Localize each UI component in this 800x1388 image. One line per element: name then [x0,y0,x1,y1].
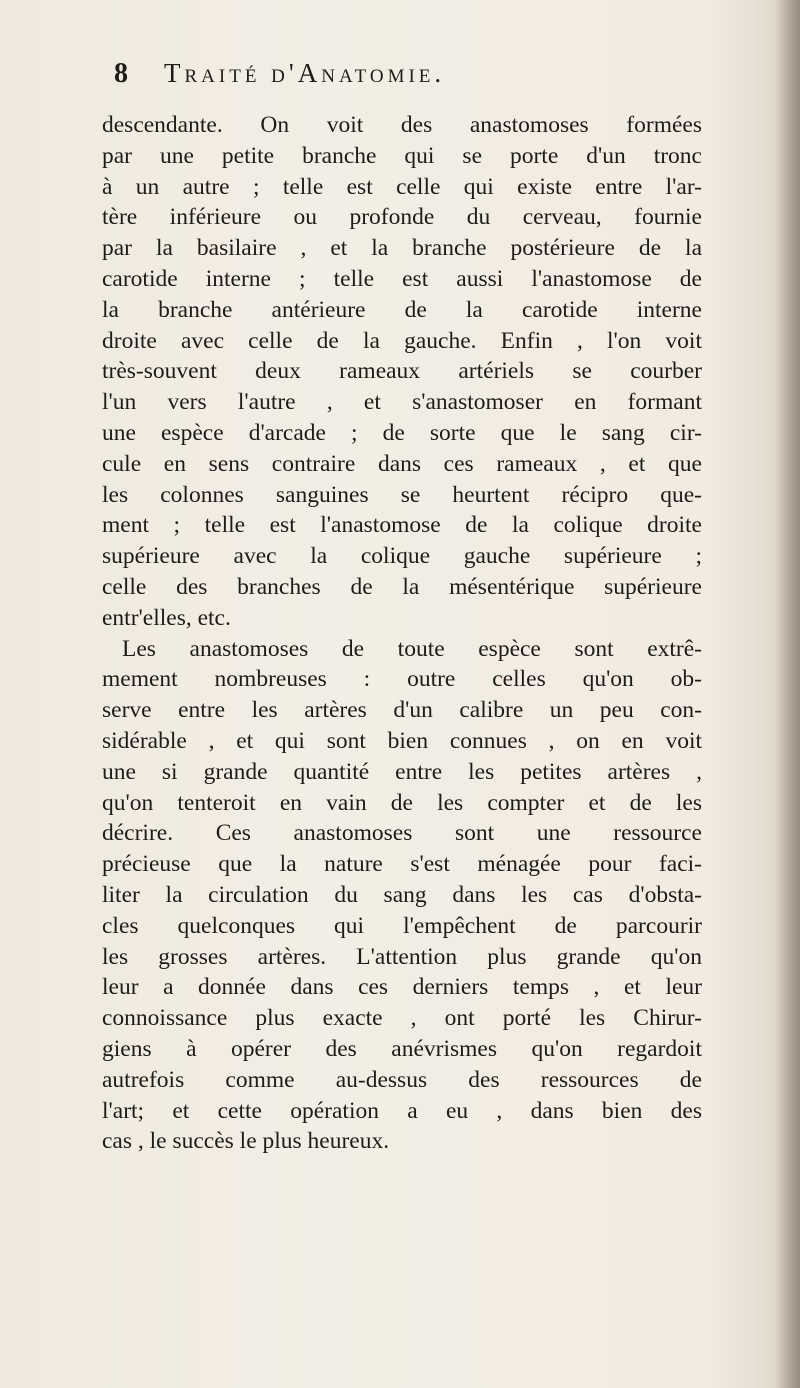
text-line: une si grande quantité entre les petites artères , [102,758,702,785]
page-number: 8 [114,58,128,89]
text-line: entr'elles, etc. [102,604,231,631]
text-line: celle des branches de la mésentérique supérieure [102,573,702,600]
text-line: droite avec celle de la gauche. Enfin , l'on voit [102,327,702,354]
text-line: liter la circulation du sang dans les cas d'obsta- [102,881,702,908]
text-line: décrire. Ces anastomoses sont une ressource [102,820,702,847]
text-line: les colonnes sanguines se heurtent récipro que- [102,481,702,508]
running-title: Traité d'Anatomie. [164,58,446,88]
body-text [102,110,702,1157]
text-line: cles quelconques qui l'empêchent de parcourir [102,912,702,939]
text-line: qu'on tenteroit en vain de les compter et de les [102,789,702,816]
text-line: la branche antérieure de la carotide interne [102,296,702,323]
text-line: par une petite branche qui se porte d'un tronc [102,142,702,169]
page-edge-shadow [776,0,800,1388]
text-line: sidérable , et qui sont bien connues , on en voit [102,727,702,754]
text-line: précieuse que la nature s'est ménagée pour faci- [102,851,702,878]
text-line: Les anastomoses de toute espèce sont extrê- [122,635,702,662]
text-line: cas , le succès le plus heureux. [102,1128,390,1155]
text-line: connoissance plus exacte , ont porté les Chirur- [102,1005,702,1032]
text-line: tère inférieure ou profonde du cerveau, fournie [102,204,702,231]
text-line: mement nombreuses : outre celles qu'on ob- [102,666,702,693]
text-line: à un autre ; telle est celle qui existe entre l'ar- [102,173,702,200]
text-line: les grosses artères. L'attention plus grande qu'on [102,943,702,970]
text-line: descendante. On voit des anastomoses formées [102,112,702,138]
text-line: giens à opérer des anévrismes qu'on regardoit [102,1035,702,1062]
text-line: cule en sens contraire dans ces rameaux , et que [102,450,702,477]
text-line: l'un vers l'autre , et s'anastomoser en formant [102,389,702,416]
text-line: serve entre les artères d'un calibre un peu con- [102,697,702,724]
text-line: supérieure avec la colique gauche supérieure ; [102,543,702,570]
text-line: par la basilaire , et la branche postérieure de la [102,235,702,262]
text-line: l'art; et cette opération a eu , dans bien des [102,1097,702,1124]
text-line: autrefois comme au-dessus des ressources de [102,1066,702,1093]
text-line: très-souvent deux rameaux artériels se courber [102,358,702,385]
page-header [114,58,640,98]
text-line: carotide interne ; telle est aussi l'anastomose de [102,265,702,292]
text-line: une espèce d'arcade ; de sorte que le sang cir- [102,419,702,446]
text-line: ment ; telle est l'anastomose de la colique droite [102,512,702,539]
text-line: leur a donnée dans ces derniers temps , et leur [102,974,702,1001]
